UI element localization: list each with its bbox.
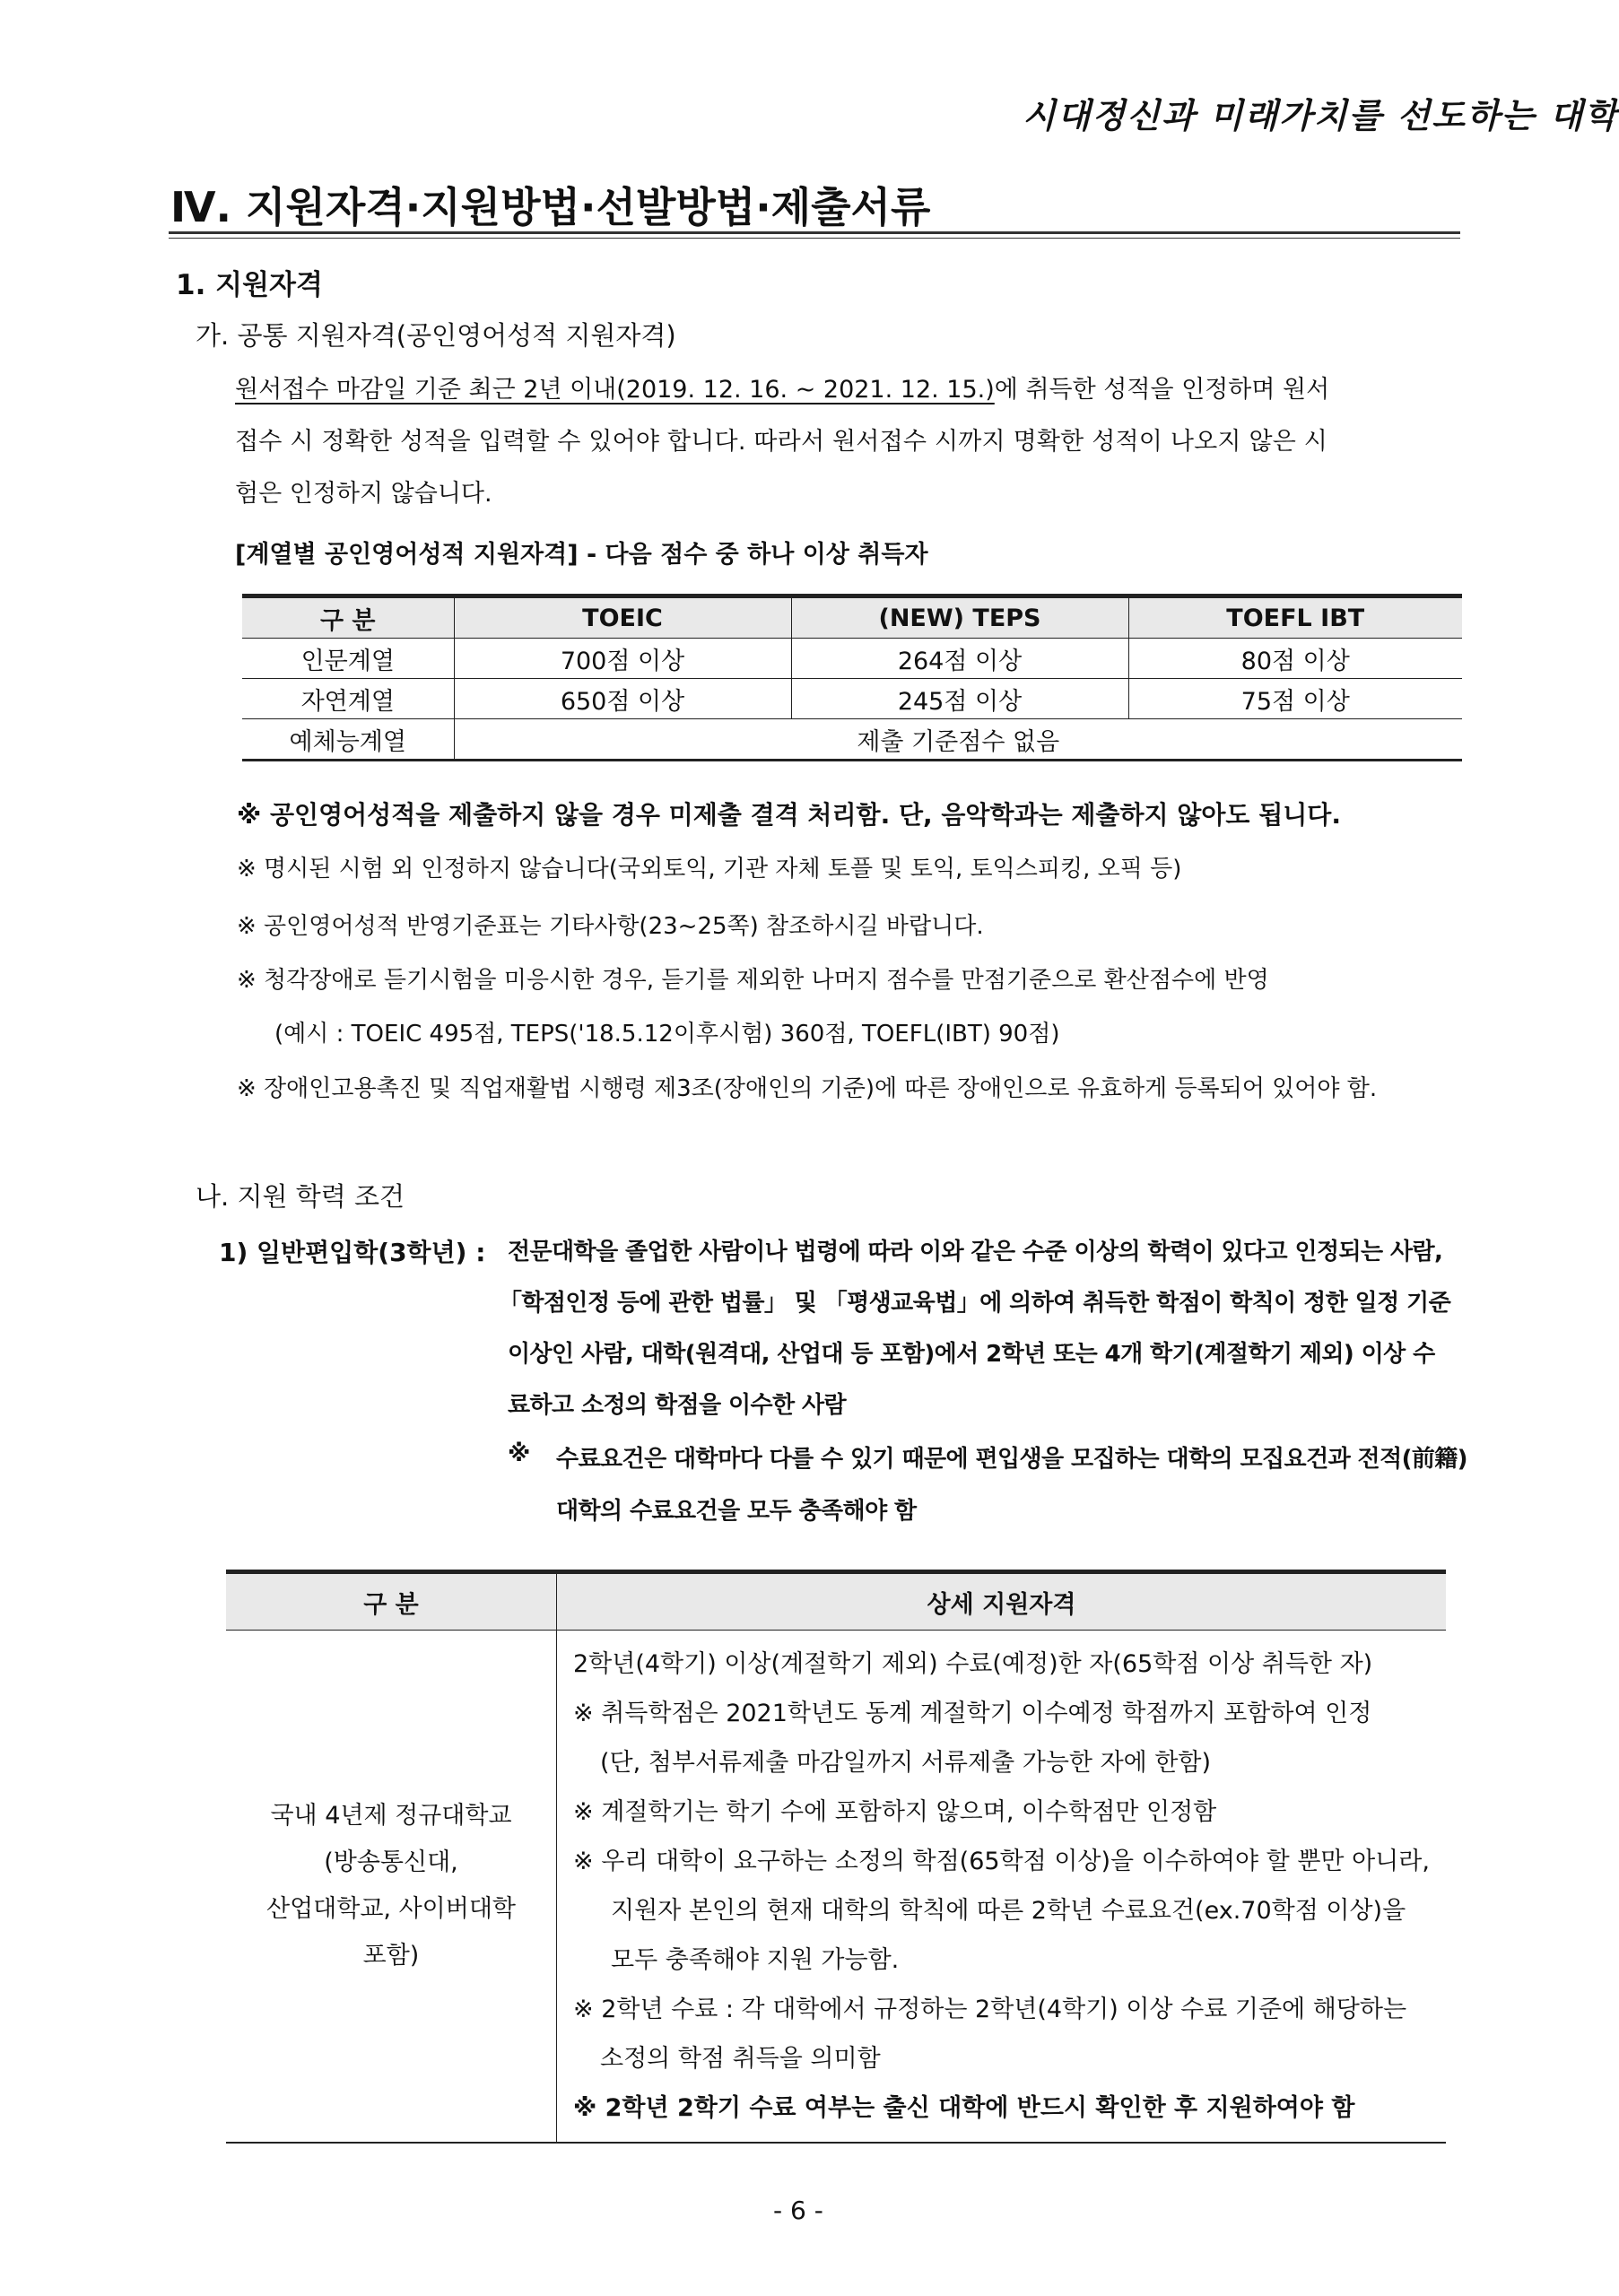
detail-line-5: ※ 우리 대학이 요구하는 소정의 학점(65학점 이상)을 이수하여야 할 뿐만 아니라, (573, 1848, 1430, 1875)
table-row (242, 679, 1462, 719)
category-line-3: 산업대학교, 사이버대학 (266, 1895, 516, 1923)
note-2: ※ 명시된 시험 외 인정하지 않습니다(국외토익, 기관 자체 토플 및 토익, 토익스피킹, 오픽 등) (237, 856, 1182, 883)
category-cell (226, 1631, 557, 2144)
header-category: 구 분 (226, 1572, 557, 1631)
header-toeic: TOEIC (454, 596, 791, 639)
english-score-table (242, 594, 1462, 761)
note-4-example: (예시 : TOEIC 495점, TEPS('18.5.12이후시험) 360점, TOEFL(IBT) 90점) (274, 1021, 1060, 1048)
table-row (242, 719, 1462, 761)
table-row (226, 1631, 1446, 2144)
header-details: 상세 지원자격 (557, 1572, 1447, 1631)
header-slogan: 시대정신과 미래가치를 선도하는 대학 (1023, 95, 1619, 135)
cell-humanities-toefl: 80점 이상 (1128, 639, 1462, 679)
heading-academic-condition: 나. 지원 학력 조건 (196, 1181, 405, 1212)
detail-line-3: (단, 첨부서류제출 마감일까지 서류제출 가능한 자에 한함) (600, 1749, 1212, 1777)
heading-eligibility: 1. 지원자격 (176, 269, 323, 301)
detail-cell (557, 1631, 1447, 2144)
paragraph-line-1 (235, 370, 1329, 404)
table-caption: [계열별 공인영어성적 지원자격] - 다음 점수 중 하나 이상 취득자 (235, 541, 928, 569)
note-1: ※ 공인영어성적을 제출하지 않을 경우 미제출 결격 처리함. 단, 음악학과는 제출하지 않아도 됩니다. (237, 800, 1341, 830)
category-line-1: 국내 4년제 정규대학교 (270, 1802, 512, 1830)
cell-science-teps: 245점 이상 (791, 679, 1128, 719)
item-line-2: 「학점인정 등에 관한 법률」 및 「평생교육법」에 의하여 취득한 학점이 학칙이 정한 일정 기준 (499, 1290, 1451, 1317)
header-toefl: TOEFL IBT (1128, 596, 1462, 639)
detail-eligibility-table (226, 1570, 1446, 2144)
header-category: 구 분 (242, 596, 454, 639)
detail-line-2: ※ 취득학점은 2021학년도 동계 계절학기 이수예정 학점까지 포함하여 인정 (573, 1700, 1372, 1727)
paragraph-line-1-rest: 에 취득한 성적을 인정하며 원서 (994, 376, 1330, 404)
row-science-label: 자연계열 (242, 679, 454, 719)
detail-line-1: 2학년(4학기) 이상(계절학기 제외) 수료(예정)한 자(65학점 이상 취득한 자) (573, 1650, 1373, 1678)
cell-humanities-teps: 264점 이상 (791, 639, 1128, 679)
row-arts-label: 예체능계열 (242, 719, 454, 761)
title-rule (169, 231, 1460, 234)
item-line-3: 이상인 사람, 대학(원격대, 산업대 등 포함)에서 2학년 또는 4개 학기(계절학기 제외) 이상 수 (508, 1341, 1435, 1368)
deadline-underlined: 원서접수 마감일 기준 최근 2년 이내(2019. 12. 16. ~ 2021. 12. 15.) (235, 376, 995, 404)
paragraph-line-3: 험은 인정하지 않습니다. (235, 480, 492, 508)
section-title: Ⅳ. 지원자격·지원방법·선발방법·제출서류 (170, 183, 931, 231)
sub-note-line-1: 수료요건은 대학마다 다를 수 있기 때문에 편입생을 모집하는 대학의 모집요건과 전적(前籍) (556, 1446, 1467, 1473)
cell-arts-value: 제출 기준점수 없음 (454, 719, 1462, 761)
detail-line-8: ※ 2학년 수료 : 각 대학에서 규정하는 2학년(4학기) 이상 수료 기준에 해당하는 (573, 1996, 1407, 2023)
item-line-1: 전문대학을 졸업한 사람이나 법령에 따라 이와 같은 수준 이상의 학력이 있다고 인정되는 사람, (508, 1239, 1443, 1265)
table-row (242, 639, 1462, 679)
header-teps: (NEW) TEPS (791, 596, 1128, 639)
detail-line-7: 모두 충족해야 지원 가능함. (611, 1946, 900, 1974)
note-5: ※ 장애인고용촉진 및 직업재활법 시행령 제3조(장애인의 기준)에 따른 장애인으로 유효하게 등록되어 있어야 함. (237, 1075, 1378, 1102)
page-number: - 6 - (773, 2196, 823, 2225)
paragraph-line-2: 접수 시 정확한 성적을 입력할 수 있어야 합니다. 따라서 원서접수 시까지 명확한 성적이 나오지 않은 시 (235, 428, 1328, 456)
sub-note-mark: ※ (508, 1440, 531, 1467)
table-header-row (242, 596, 1462, 639)
table-header-row (226, 1572, 1446, 1631)
row-humanities-label: 인문계열 (242, 639, 454, 679)
note-4: ※ 청각장애로 듣기시험을 미응시한 경우, 듣기를 제외한 나머지 점수를 만점기준으로 환산점수에 반영 (237, 967, 1269, 994)
item-line-4: 료하고 소정의 학점을 이수한 사람 (508, 1392, 847, 1419)
cell-science-toeic: 650점 이상 (454, 679, 791, 719)
category-line-2: (방송통신대, (324, 1848, 458, 1876)
cell-humanities-toeic: 700점 이상 (454, 639, 791, 679)
note-3: ※ 공인영어성적 반영기준표는 기타사항(23~25쪽) 참조하시길 바랍니다. (237, 913, 984, 940)
detail-line-4: ※ 계절학기는 학기 수에 포함하지 않으며, 이수학점만 인정함 (573, 1798, 1217, 1826)
detail-line-10: ※ 2학년 2학기 수료 여부는 출신 대학에 반드시 확인한 후 지원하여야 함 (573, 2094, 1355, 2122)
heading-common-eligibility: 가. 공통 지원자격(공인영어성적 지원자격) (196, 320, 676, 351)
item-general-transfer-label: 1) 일반편입학(3학년) : (219, 1238, 486, 1267)
title-rule-thin (169, 238, 1460, 239)
detail-line-9: 소정의 학점 취득을 의미함 (600, 2045, 881, 2073)
category-line-4: 포함) (362, 1942, 420, 1970)
sub-note-line-2: 대학의 수료요건을 모두 충족해야 함 (556, 1498, 917, 1525)
detail-line-6: 지원자 본인의 현재 대학의 학칙에 따른 2학년 수료요건(ex.70학점 이상)을 (611, 1897, 1406, 1925)
cell-science-toefl: 75점 이상 (1128, 679, 1462, 719)
